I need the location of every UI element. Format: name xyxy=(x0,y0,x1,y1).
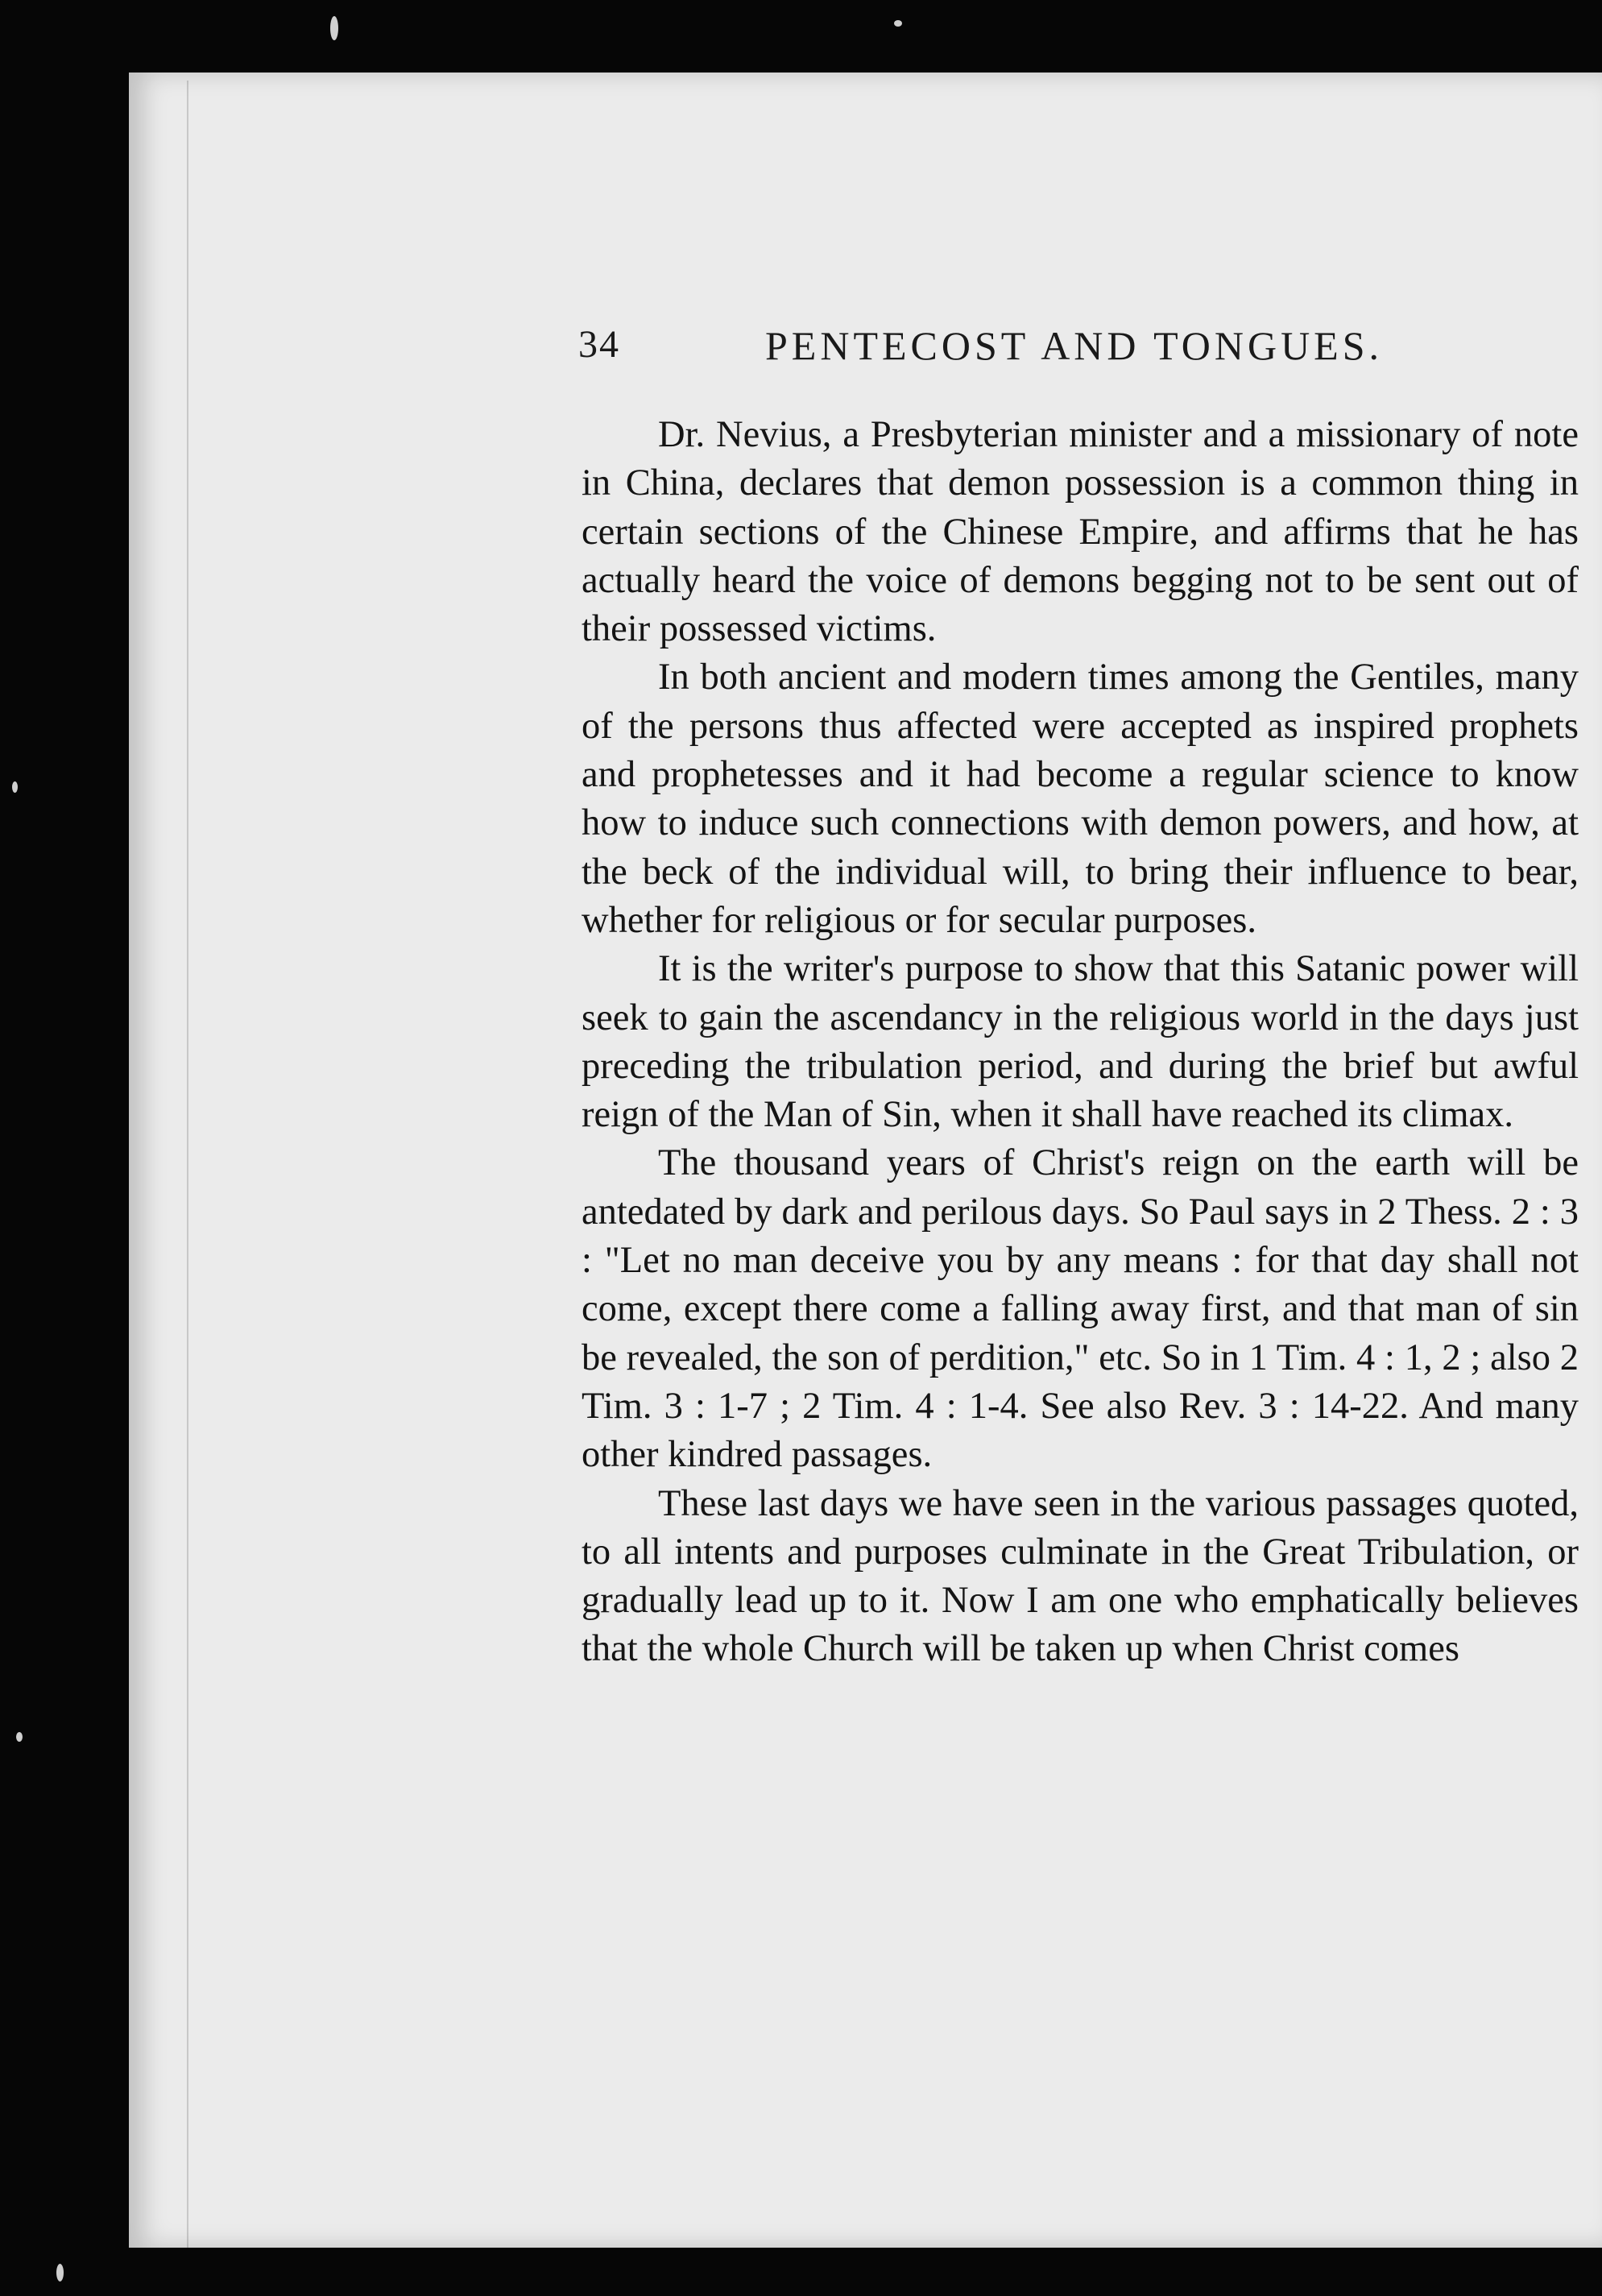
scan-speck xyxy=(330,16,338,40)
paragraph: These last days we have seen in the various passages quoted, to all intents and purposes culminate in the Great Tribulation, or gradually lead up to it. Now I am one who emphatically believes that the whole Church will be taken up when Christ comes xyxy=(582,1482,1579,1670)
scan-speck xyxy=(12,781,18,793)
page-header xyxy=(578,322,1602,379)
running-head: PENTECOST AND TONGUES. xyxy=(765,323,1384,368)
scan-speck xyxy=(894,20,902,27)
page-number: 34 xyxy=(578,323,620,366)
scan-speck xyxy=(56,2264,64,2281)
body-text xyxy=(582,411,1579,1674)
paragraph: It is the writer's purpose to show that this Satanic power will seek to gain the ascendancy in the religious world in the days just preceding the tribulation period, and during the brief but awful reign of the Man of Sin, when it shall have reached its climax. xyxy=(582,948,1579,1136)
paragraph: Dr. Nevius, a Presbyterian minister and a missionary of note in China, declares that demon possession is a common thing in certain sections of the Chinese Empire, and affirms that he has actually heard the voice of demons begging not to be sent out of their possessed victims. xyxy=(582,414,1579,650)
paragraph: The thousand years of Christ's reign on the earth will be antedated by dark and perilous days. So Paul says in 2 Thess. 2 : 3 : "Let no man deceive you by any means : for that day shall not come, except there come a falling away first, and that man of sin be revealed, the son of perdition," etc. So in 1 Tim. 4 : 1, 2 ; also 2 Tim. 3 : 1-7 ; 2 Tim. 4 : 1-4. See also Rev. 3 : 14-22. And many other kindred passages. xyxy=(582,1142,1579,1476)
scan-speck xyxy=(16,1732,23,1742)
paragraph: In both ancient and modern times among the Gentiles, many of the persons thus affected were accepted as inspired prophets and prophetesses and it had become a regular science to know how to induce such connections with demon powers, and how, at the beck of the individual will, to bring their influence to bear, whether for religious or for secular purposes. xyxy=(582,657,1579,941)
page-gutter xyxy=(187,81,188,2248)
